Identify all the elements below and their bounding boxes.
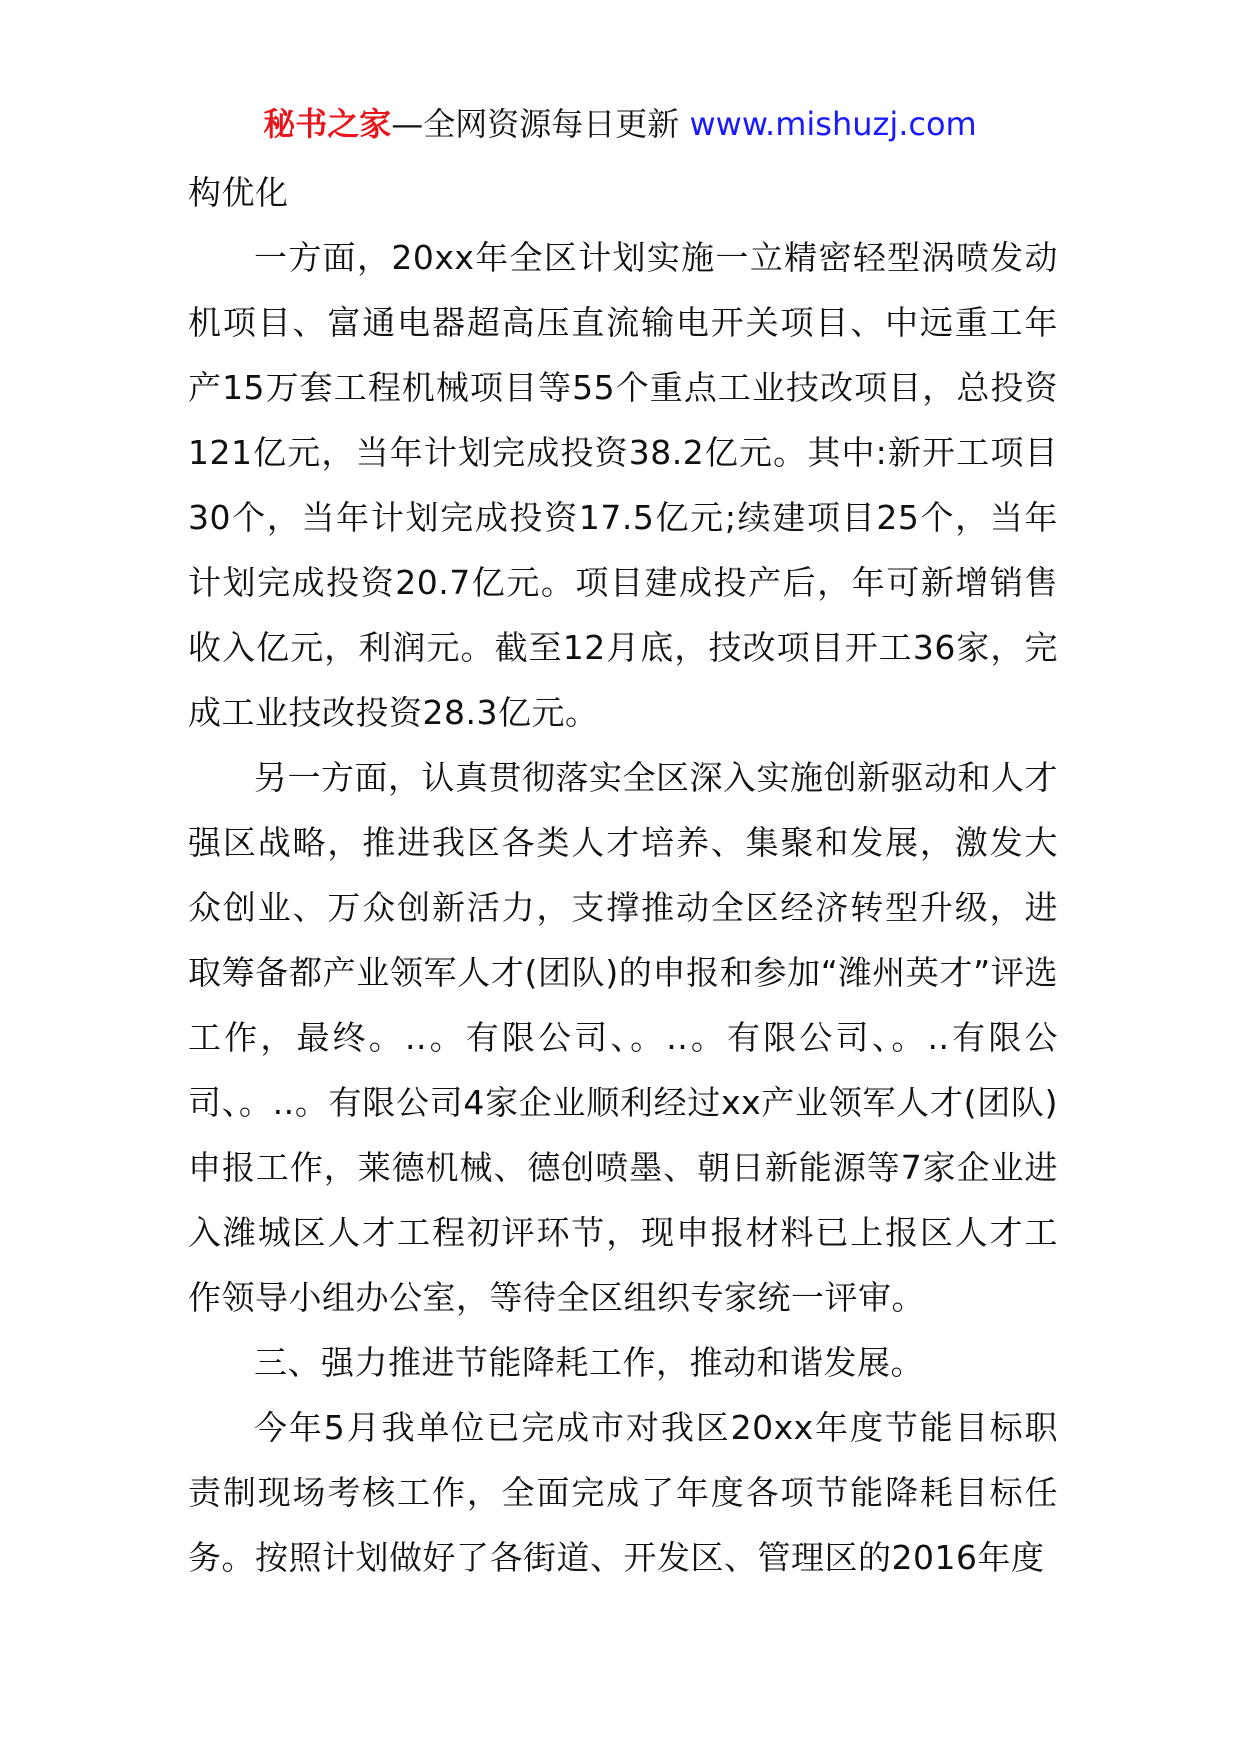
paragraph: 一方面，20xx年全区计划实施一立精密轻型涡喷发动机项目、富通电器超高压直流输电开关项目、中远重工年产15万套工程机械项目等55个重点工业技改项目，总投资121亿元，当年计划完成投资38.2亿元。其中:新开工项目30个，当年计划完成投资17.5亿元;续建项目25个，当年计划完成投资20.7亿元。项目建成投产后，年可新增销售收入亿元，利润元。截至12月底，技改项目开工36家，完成工业技改投资28.3亿元。 xyxy=(188,238,1058,732)
header-tagline: —全网资源每日更新 xyxy=(391,105,680,143)
website-link[interactable]: www.mishuzj.com xyxy=(689,105,977,143)
section-heading: 三、强力推进节能降耗工作，推动和谐发展。 xyxy=(254,1343,924,1382)
document-body xyxy=(188,160,1058,1590)
page-header xyxy=(0,100,1240,148)
brand-name: 秘书之家 xyxy=(263,105,392,143)
paragraph-continuation: 构优化 xyxy=(188,173,289,212)
paragraph: 今年5月我单位已完成市对我区20xx年度节能目标职责制现场考核工作，全面完成了年度各项节能降耗目标任务。按照计划做好了各街道、开发区、管理区的2016年度 xyxy=(188,1408,1058,1577)
paragraph: 另一方面，认真贯彻落实全区深入实施创新驱动和人才强区战略，推进我区各类人才培养、集聚和发展，激发大众创业、万众创新活力，支撑推动全区经济转型升级，进取筹备都产业领军人才(团队)的申报和参加“潍州英才”评选工作，最终。..。有限公司、。..。有限公司、。..有限公司、。..。有限公司4家企业顺利经过xx产业领军人才(团队)申报工作，莱德机械、德创喷墨、朝日新能源等7家企业进入潍城区人才工程初评环节，现申报材料已上报区人才工作领导小组办公室，等待全区组织专家统一评审。 xyxy=(188,758,1058,1317)
